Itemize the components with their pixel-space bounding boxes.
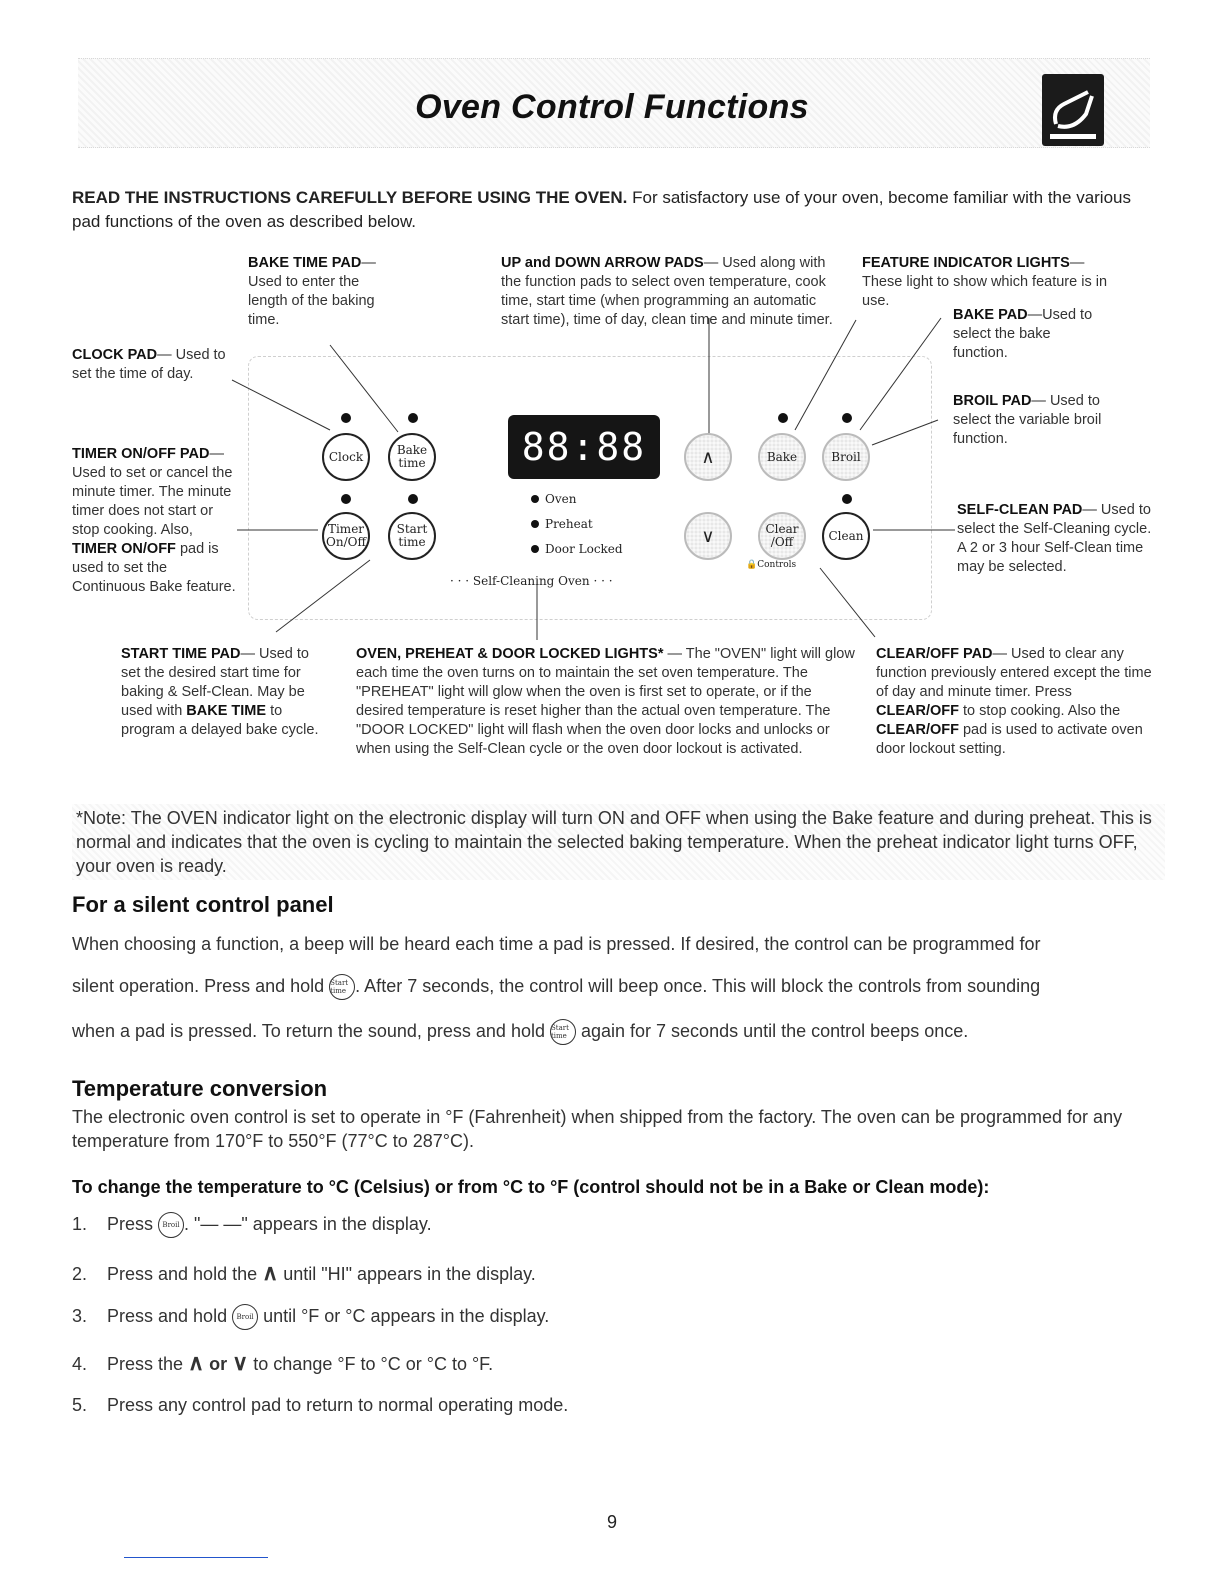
broil-pad[interactable]: Broil	[822, 433, 870, 481]
broil-mini-icon: Broil	[158, 1212, 184, 1238]
bake-time-pad[interactable]: Bake time	[388, 433, 436, 481]
callout-broil: BROIL PAD— Used to select the variable broil function.	[953, 393, 1102, 447]
bake-led	[778, 413, 788, 423]
callout-arrows: UP and DOWN ARROW PADS— Used along with the function pads to select oven temperature, cook time, start time (when programming an automatic start time), time of day, clean time and minute timer.	[501, 255, 833, 328]
callout-lights: OVEN, PREHEAT & DOOR LOCKED LIGHTS* — The "OVEN" light will glow each time the oven turns on to maintain the set oven temperature. The "PREHEAT" light will glow when the oven is first set to operate, or if the desired temperature is reset higher than the actual oven temperature. The "DOOR LOCKED" light will flash when the oven door locks and unlocks or when using the Self-Clean cycle or the oven door lockout is activated.	[356, 646, 855, 757]
start-time-pad[interactable]: Start time	[388, 512, 436, 560]
silent-p2: silent operation. Press and hold Start time . After 7 seconds, the control will beep once. This will block the controls from sounding	[72, 974, 1162, 1000]
silent-p3: when a pad is pressed. To return the sound, press and hold Start time again for 7 seconds until the control beeps once.	[72, 1019, 1162, 1045]
broil-led	[842, 413, 852, 423]
bake-time-led	[408, 413, 418, 423]
digital-display: 88:88	[508, 415, 660, 479]
up-arrow-pad[interactable]: ∧	[684, 433, 732, 481]
bake-pad[interactable]: Bake	[758, 433, 806, 481]
callout-timer: TIMER ON/OFF PAD— Used to set or cancel the minute timer. The minute timer does not start or stop cooking. Also, TIMER ON/OFF pad is used to set the Continuous Bake feature.	[72, 446, 236, 595]
intro-text: READ THE INSTRUCTIONS CAREFULLY BEFORE USING THE OVEN. For satisfactory use of your oven, become familiar with the various pad functions of the oven as described below.	[72, 188, 1131, 231]
up-arrow-icon: ∧	[262, 1260, 279, 1285]
callout-clock: CLOCK PAD— Used to set the time of day.	[72, 347, 226, 382]
self-cleaning-label: · · · Self-Cleaning Oven · · ·	[450, 574, 613, 588]
step-4: 4. Press the ∧ or ∨ to change °F to °C or °C to °F.	[72, 1350, 494, 1375]
start-time-mini-icon: Start time	[550, 1019, 576, 1045]
leader-lines	[0, 0, 1224, 700]
step-2: 2. Press and hold the ∧ until "HI" appears in the display.	[72, 1260, 536, 1285]
callout-clear: CLEAR/OFF PAD— Used to clear any function previously entered except the time of day and minute timer. Press CLEAR/OFF to stop cooking. Also the CLEAR/OFF pad is used to activate oven door lockout setting.	[876, 646, 1152, 757]
timer-led	[341, 494, 351, 504]
page-number: 9	[606, 1512, 617, 1532]
silent-heading: For a silent control panel	[72, 892, 334, 917]
start-time-led	[408, 494, 418, 504]
start-time-mini-icon: Start time	[329, 974, 355, 1000]
footer-line	[124, 1557, 268, 1558]
step-3: 3. Press and hold Broil until °F or °C appears in the display.	[72, 1304, 549, 1330]
callout-start-time: START TIME PAD— Used to set the desired start time for baking & Self-Clean. May be used with BAKE TIME to program a delayed bake cycle.	[121, 646, 319, 738]
up-arrow-icon: ∧	[188, 1350, 205, 1375]
temp-subheading: To change the temperature to °C (Celsius) or from °C to °F (control should not be in a Bake or Clean mode):	[72, 1177, 990, 1197]
door-locked-indicator: Door Locked	[531, 542, 623, 556]
note-text: *Note: The OVEN indicator light on the electronic display will turn ON and OFF when using the Bake feature and during preheat. This is normal and indicates that the oven is cycling to maintain the selected baking temperature. When the preheat indicator light turns OFF, your oven is ready.	[72, 804, 1165, 880]
down-arrow-pad[interactable]: ∨	[684, 512, 732, 560]
temp-text: The electronic oven control is set to operate in °F (Fahrenheit) when shipped from the factory. The oven can be programmed for any temperature from 170°F to 550°F (77°C to 287°C).	[72, 1107, 1123, 1151]
controls-lock-label: 🔒Controls	[746, 560, 797, 570]
preheat-indicator: Preheat	[531, 517, 593, 531]
clear-off-pad[interactable]: Clear /Off	[758, 512, 806, 560]
clean-led	[842, 494, 852, 504]
timer-on-off-pad[interactable]: Timer On/Off	[322, 512, 370, 560]
clean-pad[interactable]: Clean	[822, 512, 870, 560]
temp-heading: Temperature conversion	[72, 1076, 328, 1101]
page-title: Oven Control Functions	[415, 88, 809, 126]
oven-indicator: Oven	[531, 492, 576, 506]
step-1: 1. Press Broil . "— —" appears in the display.	[72, 1212, 432, 1238]
lock-icon: 🔒	[746, 560, 758, 570]
callout-bake-time: BAKE TIME PAD— Used to enter the length of the baking time.	[248, 255, 376, 328]
silent-p1: When choosing a function, a beep will be heard each time a pad is pressed. If desired, the control can be programmed for	[72, 934, 1041, 954]
clock-led	[341, 413, 351, 423]
broil-mini-icon: Broil	[232, 1304, 258, 1330]
callout-bake-pad: BAKE PAD—Used to select the bake function.	[953, 307, 1093, 361]
clock-pad[interactable]: Clock	[322, 433, 370, 481]
callout-self-clean: SELF-CLEAN PAD— Used to select the Self-Cleaning cycle. A 2 or 3 hour Self-Clean time may be selected.	[957, 502, 1152, 575]
step-5: 5. Press any control pad to return to normal operating mode.	[72, 1395, 569, 1415]
callout-feature-lights: FEATURE INDICATOR LIGHTS— These light to show which feature is in use.	[862, 255, 1108, 309]
down-arrow-icon: ∨	[232, 1350, 249, 1375]
